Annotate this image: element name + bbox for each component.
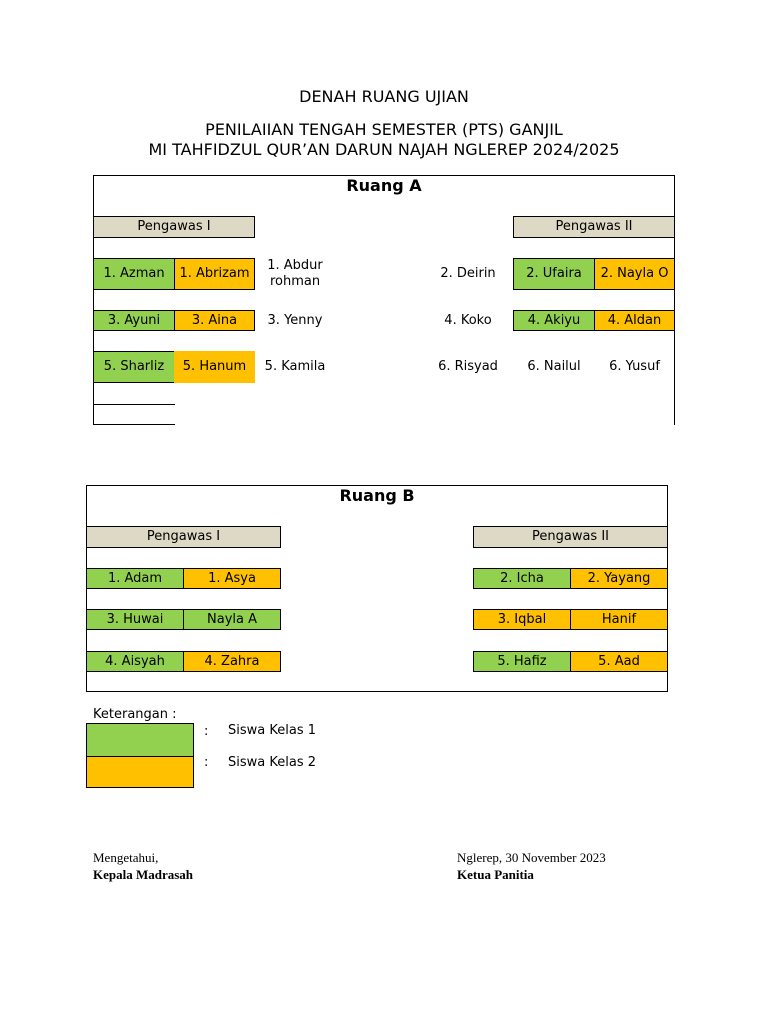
ruang-a-seat: 4. Aldan: [594, 310, 675, 331]
ruang-b-seat: 3. Iqbal: [473, 609, 571, 630]
ruang-b-seat: 2. Icha: [473, 568, 571, 589]
ruang-b-seat: 2. Yayang: [570, 568, 668, 589]
ruang-a-seat: 4. Koko: [444, 312, 492, 328]
legend-label: Keterangan :: [93, 707, 177, 722]
ruang-a-seat: 1. Abrizam: [174, 258, 255, 290]
signature-right-line-2: Ketua Panitia: [457, 867, 534, 882]
ruang-b-seat: 4. Zahra: [183, 651, 281, 672]
document-subtitle-1: PENILAIIAN TENGAH SEMESTER (PTS) GANJIL: [205, 120, 563, 139]
ruang-b-seat: 5. Aad: [570, 651, 668, 672]
ruang-a-seat: 5. Sharliz: [93, 351, 175, 383]
legend-colon: :: [204, 724, 209, 739]
ruang-b-seat: 5. Hafiz: [473, 651, 571, 672]
ruang-a-seat: 3. Aina: [174, 310, 255, 331]
ruang-a-seat: 5. Hanum: [174, 351, 255, 383]
ruang-a-seat: 4. Akiyu: [513, 310, 595, 331]
legend-item-2: Siswa Kelas 2: [228, 755, 316, 770]
legend-swatch-orange: [86, 756, 194, 788]
ruang-a-seat: 2. Nayla O: [594, 258, 675, 290]
legend-item-1: Siswa Kelas 1: [228, 723, 316, 738]
ruang-a-seat: 6. Nailul: [527, 359, 581, 374]
legend-swatch-green: [86, 723, 194, 757]
signature-left-line-2: Kepala Madrasah: [93, 867, 194, 882]
ruang-b-title: Ruang B: [339, 486, 415, 505]
signature-right-line-1: Nglerep, 30 November 2023: [457, 850, 606, 865]
divider-line: [93, 404, 175, 405]
ruang-b-pengawas-1: Pengawas I: [86, 526, 281, 548]
ruang-a-title: Ruang A: [346, 176, 422, 195]
legend-colon: :: [204, 755, 209, 770]
ruang-a-pengawas-1: Pengawas I: [93, 216, 255, 238]
document-subtitle-2: MI TAHFIDZUL QUR’AN DARUN NAJAH NGLEREP 2024/2025: [148, 140, 620, 159]
ruang-a-seat: 3. Ayuni: [93, 310, 175, 331]
ruang-b-seat: Hanif: [570, 609, 668, 630]
ruang-a-pengawas-2: Pengawas II: [513, 216, 675, 238]
ruang-b-seat: Nayla A: [183, 609, 281, 630]
ruang-b-pengawas-2: Pengawas II: [473, 526, 668, 548]
ruang-b-seat: 3. Huwai: [86, 609, 184, 630]
ruang-a-seat: 2. Deirin: [440, 266, 496, 281]
ruang-a-seat: 3. Yenny: [267, 312, 323, 328]
ruang-a-seat: 1. Azman: [93, 258, 175, 290]
document-title: DENAH RUANG UJIAN: [299, 87, 469, 106]
ruang-a-seat: 6. Risyad: [438, 359, 498, 374]
ruang-a-seat: 6. Yusuf: [609, 359, 660, 374]
ruang-b-seat: 1. Asya: [183, 568, 281, 589]
ruang-b-seat: 4. Aisyah: [86, 651, 184, 672]
ruang-a-seat: 2. Ufaira: [513, 258, 595, 290]
ruang-a-seat: 5. Kamila: [264, 359, 326, 374]
ruang-a-seat: 1. Abdur rohman: [267, 258, 323, 289]
ruang-a-frame: [93, 175, 675, 425]
divider-line: [93, 424, 175, 425]
signature-left-line-1: Mengetahui,: [93, 850, 159, 865]
ruang-b-seat: 1. Adam: [86, 568, 184, 589]
